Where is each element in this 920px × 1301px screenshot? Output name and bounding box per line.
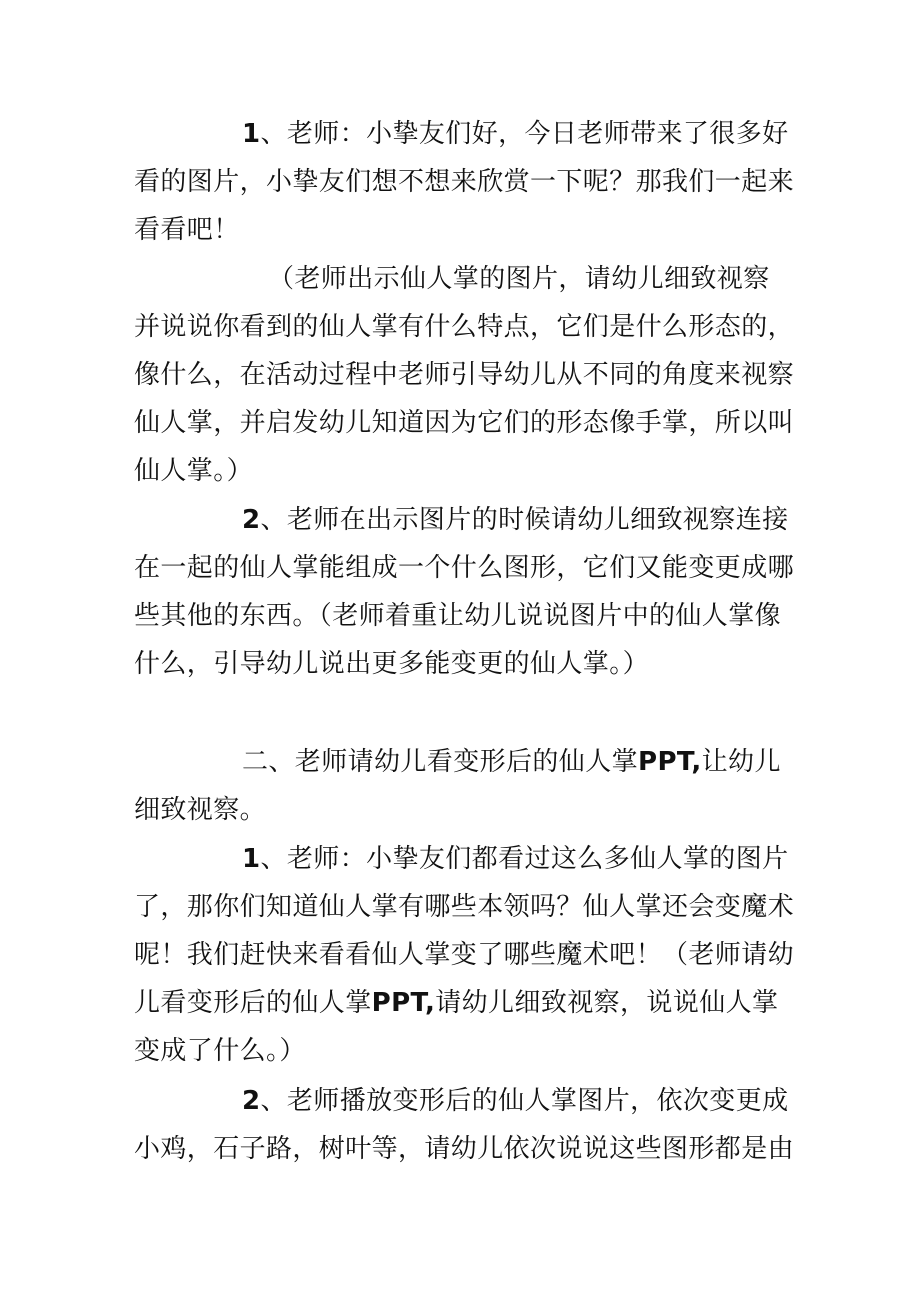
paragraph-text: 、老师在出示图片的时候请幼儿细致视察连接在一起的仙人掌能组成一个什么图形，它们又能变更成哪些其他的东西。（老师着重让幼儿说说图片中的仙人掌像什么，引导幼儿说出更多能变更的仙人掌。） [134, 505, 795, 679]
heading-text-post: 让幼儿细致视察。 [134, 747, 781, 825]
paragraph-text: 、老师播放变形后的仙人掌图片，依次变更成小鸡，石子路，树叶等，请幼儿依次说说这些图形都是由 [134, 1086, 795, 1164]
heading-ppt-label: PPT, [638, 747, 702, 777]
paragraph-play-images [134, 1077, 794, 1173]
ppt-label: PPT, [371, 988, 436, 1018]
paragraph-teacher-greeting [134, 110, 794, 254]
step-number: 1 [242, 119, 261, 149]
paragraph-text-post: 请幼儿细致视察，说说仙人掌变成了什么。） [134, 988, 779, 1066]
step-number: 2 [242, 1086, 261, 1116]
paragraph-connected-cactus [134, 496, 794, 688]
paragraph-cactus-magic [134, 835, 794, 1075]
step-number: 2 [242, 505, 261, 535]
heading-text-pre: 二、老师请幼儿看变形后的仙人掌 [242, 747, 639, 777]
paragraph-text: （老师出示仙人掌的图片，请幼儿细致视察并说说你看到的仙人掌有什么特点，它们是什么形态的，像什么，在活动过程中老师引导幼儿从不同的角度来视察仙人掌，并启发幼儿知道因为它们的形态像手掌，所以叫仙人掌。） [134, 264, 795, 486]
step-number: 1 [242, 844, 261, 874]
paragraph-observation-note [134, 255, 794, 495]
paragraph-text-pre: 、老师：小挚友们都看过这么多仙人掌的图片了，那你们知道仙人掌有哪些本领吗？仙人掌还会变魔术呢！我们赶快来看看仙人掌变了哪些魔术吧！（老师请幼儿看变形后的仙人掌 [134, 844, 795, 1018]
paragraph-text: 、老师：小挚友们好，今日老师带来了很多好看的图片，小挚友们想不想来欣赏一下呢？那我们一起来看看吧！ [134, 119, 795, 245]
section-heading-two [134, 738, 794, 834]
